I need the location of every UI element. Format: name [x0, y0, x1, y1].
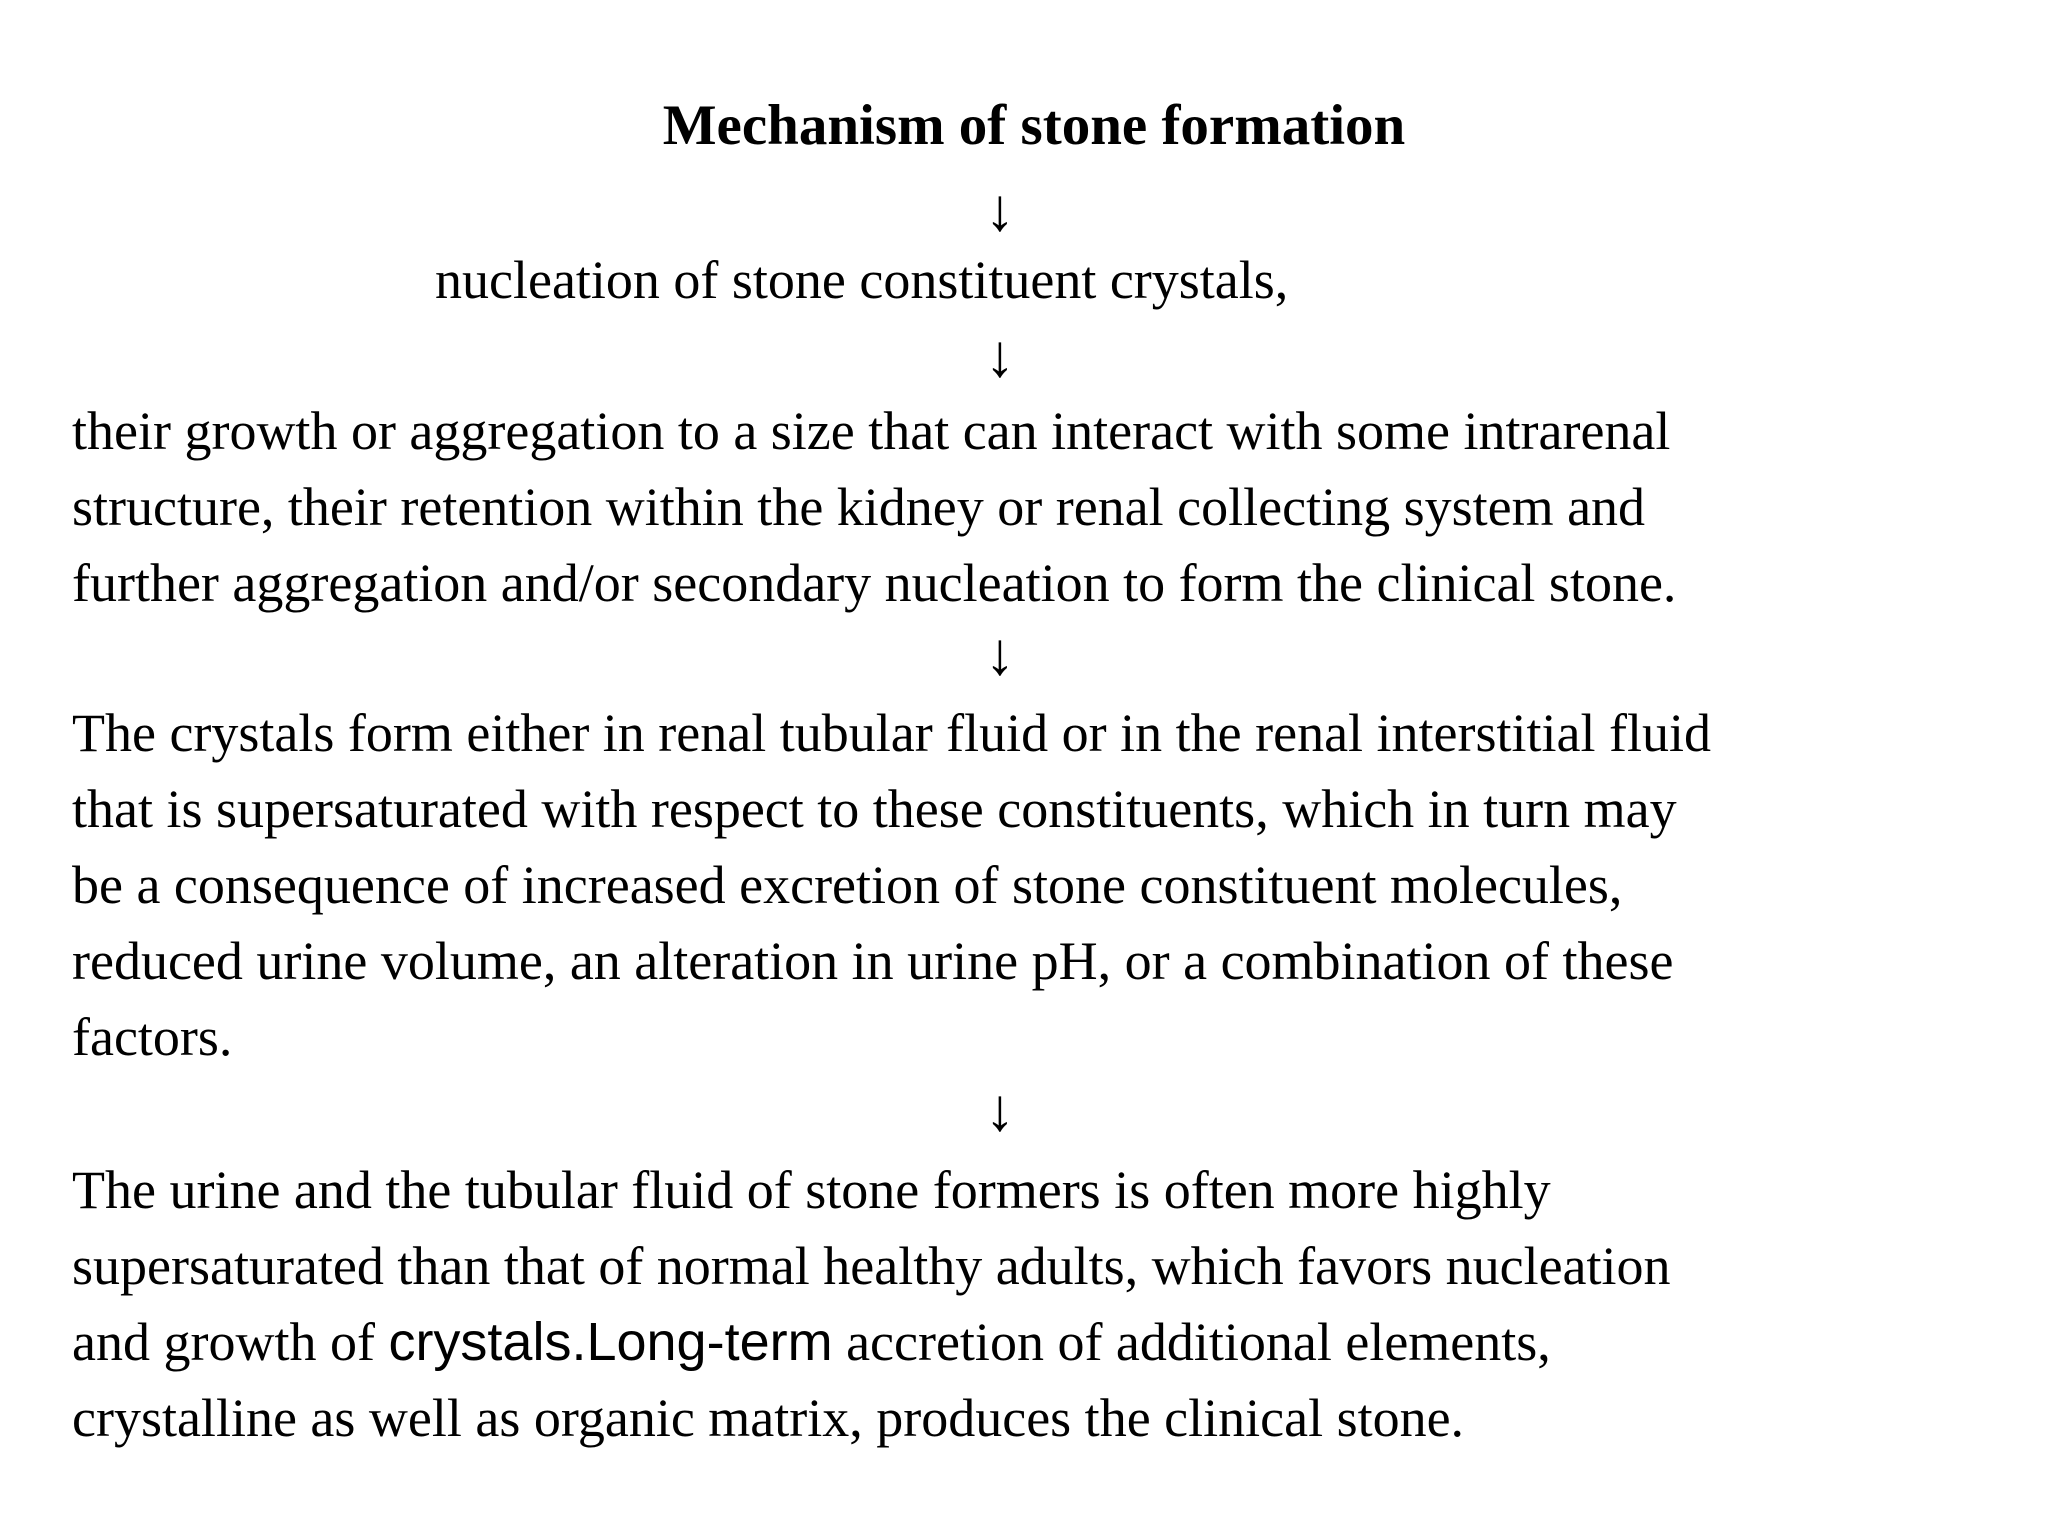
step-clinical-stone	[72, 1152, 1671, 1456]
down-arrow-icon: ↓	[985, 621, 1015, 687]
down-arrow-icon: ↓	[985, 1077, 1015, 1143]
emphasized-text: crystals.Long-term	[388, 1312, 833, 1372]
step-growth-aggregation: their growth or aggregation to a size that can interact with some intrarenal structure, their retention within the kidney or renal collecting system and further aggregation and/or secondary nucleation to form the clinical stone.	[72, 401, 1677, 613]
step-clinical-stone-line-1: The urine and the tubular fluid of stone formers is often more highly	[72, 1160, 1551, 1220]
down-arrow-icon: ↓	[985, 323, 1015, 389]
step-clinical-stone-line-2: supersaturated than that of normal healthy adults, which favors nucleation	[72, 1236, 1671, 1296]
page-title: Mechanism of stone formation	[662, 94, 1406, 157]
step-supersaturation: The crystals form either in renal tubular fluid or in the renal interstitial fluid that is supersaturated with respect to these constituents, which in turn may be a consequence of increased excretion of stone constituent molecules, reduced urine volume, an alteration in urine pH, or a combination of these factors.	[72, 703, 1711, 1067]
step-clinical-stone-line-4: crystalline as well as organic matrix, produces the clinical stone.	[72, 1388, 1465, 1448]
step-clinical-stone-line-3: and growth of crystals.Long-term accretion of additional elements,	[72, 1312, 1551, 1372]
down-arrow-icon: ↓	[985, 177, 1015, 243]
step-nucleation: nucleation of stone constituent crystals,	[435, 250, 1289, 310]
